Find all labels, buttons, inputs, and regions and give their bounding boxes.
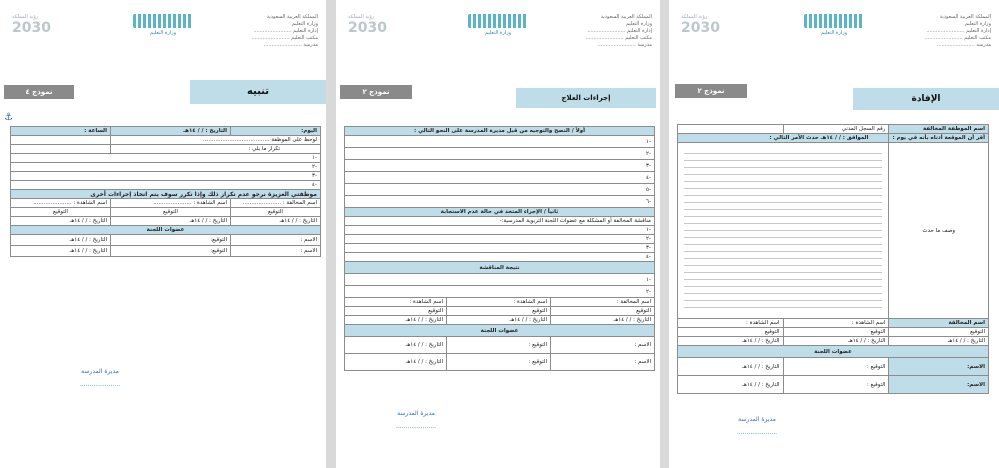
committee-header: عضوات اللجنة: [345, 325, 655, 337]
page-header: [669, 10, 999, 60]
treatment-table: أولاً / النصح والتوجيه من قبل مديرة المدرسة على النحو التالي : -١ -٢ -٣ -٤ -٥ -٦ ثانياً / الإجراء المتخذ في حالة عدم الاستجابة مناقشة المخالفة أو المشكلة مع عضوات اللجنة التربوية المدرسية:- -١ -٢ -٣ -٤ نتيجة المناقشة -١ -٢ اسم المخالفة : اسم الشاهدة : اسم الشاهدة : التوقيع التوقيع التوقيع التاريخ : / / ١٤هـ التاريخ : / / ١٤هـ التاريخ : / / ١٤هـ عضوات اللجنة الاسم : التوقيع : التاريخ : / / ١٤هـ الاسم : التوقيع : التاريخ : / / ١٤هـ: [344, 126, 655, 371]
description-lines: [684, 147, 882, 313]
list-item: -٣: [11, 172, 321, 181]
warning-text: موظفتي العزيزة نرجو عدم تكرار ذلك وإذا تكرر سوف يتم اتخاذ إجراءات أخرى: [11, 190, 321, 199]
page-statement: [669, 0, 999, 468]
ministry-emblem-icon: [804, 14, 864, 28]
model-tag: نموذج ٤: [4, 85, 74, 99]
vision-2030-logo: رؤية المملكة 2030: [348, 14, 387, 36]
page-title: إجراءات العلاج: [516, 88, 656, 108]
description-label: وصف ما حدث: [889, 143, 989, 319]
principal-signature: مديرة المدرسة .....................: [395, 410, 437, 430]
model-tag: نموذج ٢: [675, 84, 747, 98]
page-header: [336, 10, 660, 60]
description-area: [678, 143, 889, 319]
list-item: -٤: [11, 181, 321, 190]
ministry-logo: وزارة التعليم: [128, 14, 198, 36]
committee-header: عضوات اللجنة: [11, 226, 321, 235]
statement-table: اسم الموظفة المخالفة رقم السجل المدني أقر أن الموقعة أدناه بأنه في يوم : الموافق : / / ١٤هـ حدث الأمر التالي : وصف ما حدث اسم المخالفة اسم الشاهدة : اسم الشاهدة : التوقيع التوقيع التوقيع التاريخ : / / ١٤هـ التاريخ : / / ١٤هـ التاريخ : / / ١٤هـ عضوات اللجنة الاسم: التوقيع : التاريخ : / / ١٤هـ الاسم: التوقيع : التاريخ : / / ١٤هـ: [677, 124, 989, 394]
ministry-logo: وزارة التعليم: [799, 14, 869, 36]
ministry-emblem-icon: [133, 14, 193, 28]
page-warning: [0, 0, 326, 468]
principal-signature: مديرة المدرسة .....................: [736, 416, 778, 436]
list-item: -١: [11, 154, 321, 163]
model-tag: نموذج ٢: [340, 85, 412, 99]
committee-header: عضوات اللجنة: [678, 346, 989, 358]
ministry-emblem-icon: [468, 14, 528, 28]
ksa-lines: المملكة العربية السعودية وزارة التعليم إدارة التعليم ........................ مكتب التعليم ........................ مدرسة ........................: [585, 14, 652, 48]
principal-signature: مديرة المدرسة .....................: [79, 368, 121, 388]
page-title: تنبيه: [190, 80, 326, 104]
ksa-lines: المملكة العربية السعودية وزارة التعليم إدارة التعليم ........................ مكتب التعليم ........................ مدرسة ........................: [924, 14, 991, 48]
warning-table: اليوم: التاريخ : / / ١٤هـ الساعة : لوحظ على الموظفة ...................................... تكرار ما يلي : -١ -٢ -٣ -٤ موظفتي العزيزة نرجو عدم تكرار ذلك وإذا تكرر سوف يتم اتخاذ إجراءات أخرى اسم المخالفة : ...................... اسم الشاهدة : ...................... اسم الشاهدة : ...................... التوقيع التوقيع التوقيع التاريخ : / / ١٤هـ التاريخ : / / ١٤هـ التاريخ : / / ١٤هـ عضوات اللجنة الاسم : التوقيع: التاريخ : / / ١٤هـ الاسم : التوقيع: التاريخ : / / ١٤هـ: [10, 126, 321, 257]
vision-2030-logo: رؤية المملكة 2030: [12, 14, 51, 36]
anchor-icon: ⚓: [4, 112, 13, 123]
ksa-lines: المملكة العربية السعودية وزارة التعليم إدارة التعليم ........................ مكتب التعليم ........................ مدرسة ........................: [251, 14, 318, 48]
page-title: الإفادة: [853, 88, 999, 110]
page-header: [0, 10, 326, 60]
vision-2030-logo: رؤية المملكة 2030: [681, 14, 720, 36]
page-treatment: [336, 0, 660, 468]
ministry-logo: وزارة التعليم: [463, 14, 533, 36]
list-item: -٢: [11, 163, 321, 172]
